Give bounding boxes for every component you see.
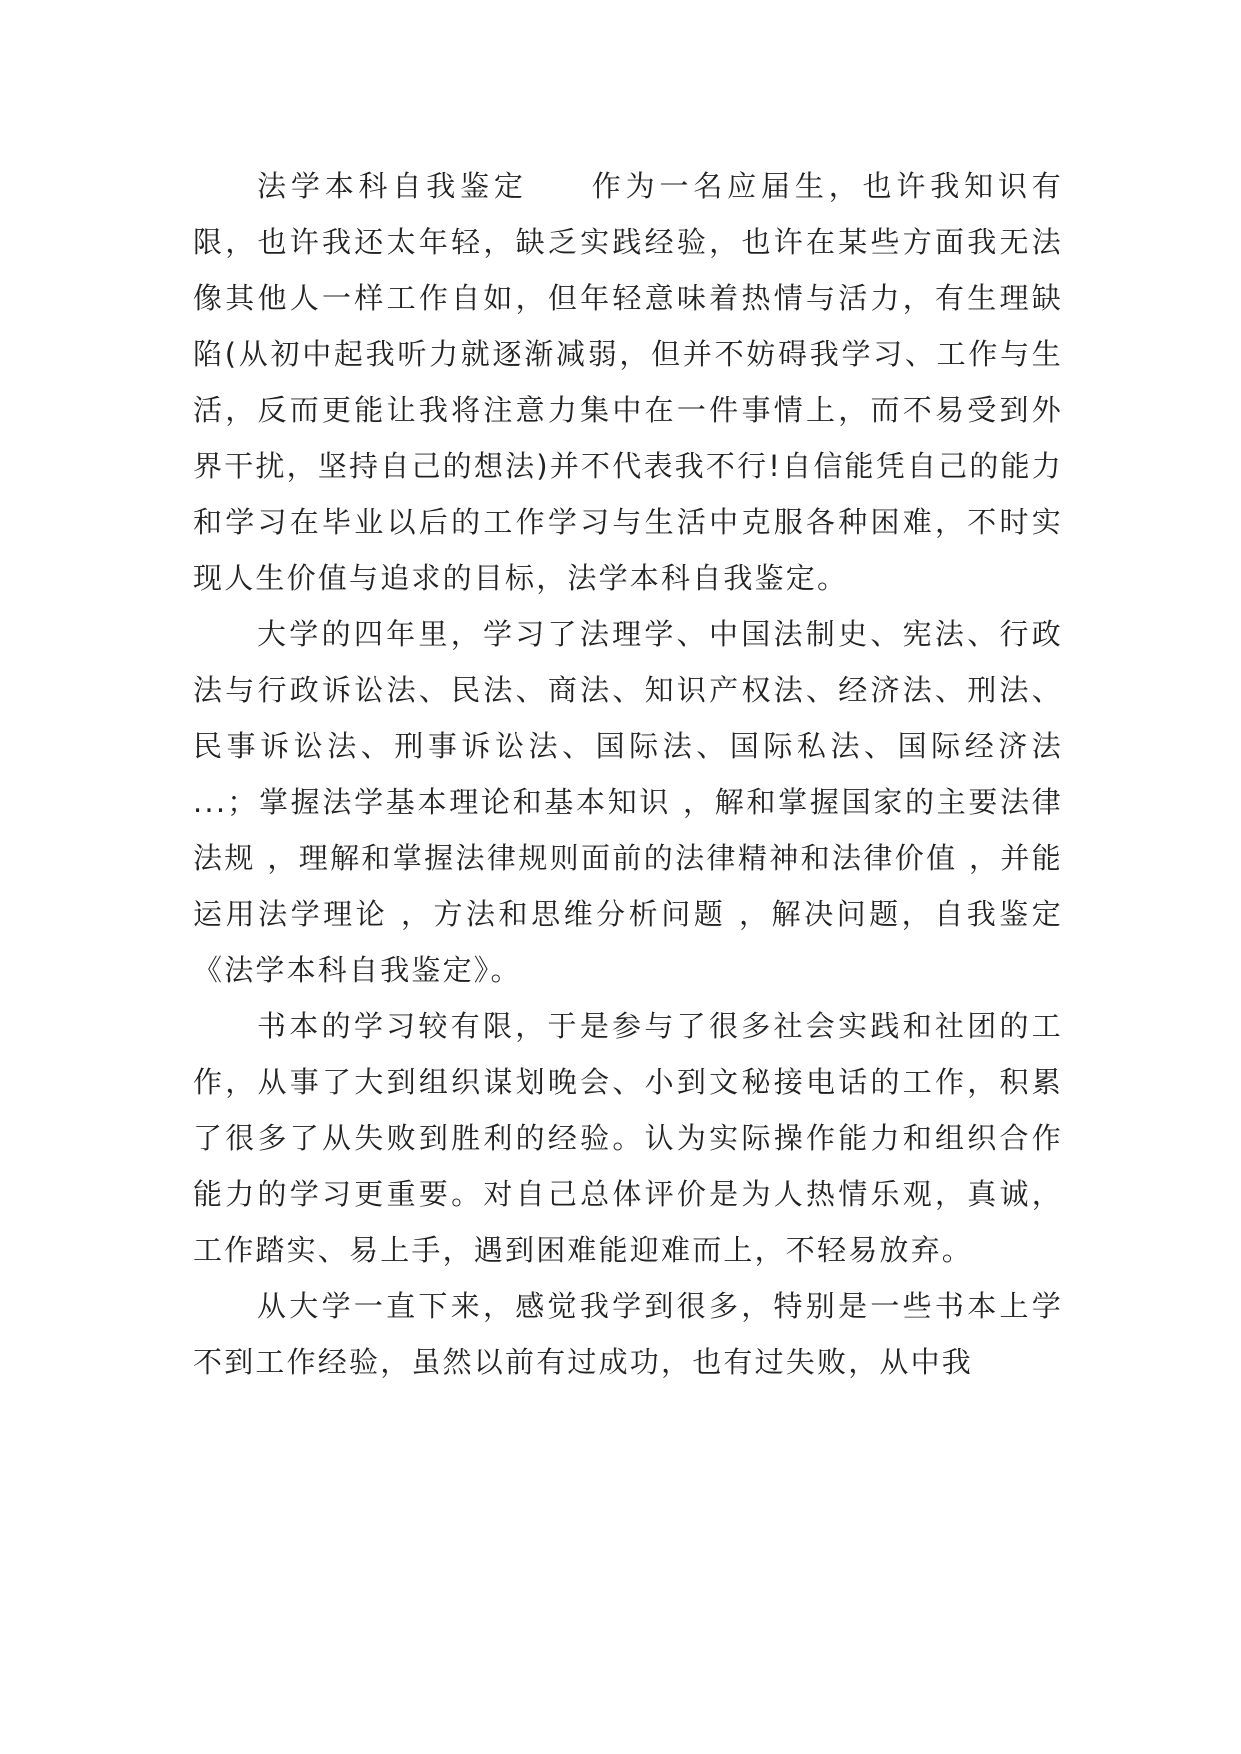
paragraph-1 bbox=[193, 158, 1063, 606]
document-body bbox=[193, 158, 1063, 1390]
paragraph-3 bbox=[193, 998, 1063, 1278]
paragraph-2 bbox=[193, 606, 1063, 998]
paragraph-3-text: 书本的学习较有限，于是参与了很多社会实践和社团的工作，从事了大到组织谋划晚会、小到文秘接电话的工作，积累了很多了从失败到胜利的经验。认为实际操作能力和组织合作能力的学习更重要。对自己总体评价是为人热情乐观，真诚，工作踏实、易上手，遇到困难能迎难而上，不轻易放弃。 bbox=[193, 1009, 1063, 1267]
paragraph-2-text: 大学的四年里，学习了法理学、中国法制史、宪法、行政法与行政诉讼法、民法、商法、知识产权法、经济法、刑法、民事诉讼法、刑事诉讼法、国际法、国际私法、国际经济法 ...；掌握法学基本理论和基本知识 ，解和掌握国家的主要法律法规 ，理解和掌握法律规则面前的法律精神和法律价值 ，并能运用法学理论 ，方法和思维分析问题 ，解决问题，自我鉴定《法学本科自我鉴定》。 bbox=[193, 617, 1063, 987]
paragraph-4 bbox=[193, 1278, 1063, 1390]
paragraph-1-text: 作为一名应届生，也许我知识有限，也许我还太年轻，缺乏实践经验，也许在某些方面我无法像其他人一样工作自如，但年轻意味着热情与活力，有生理缺陷(从初中起我听力就逐渐减弱，但并不妨碍我学习、工作与生活，反而更能让我将注意力集中在一件事情上，而不易受到外界干扰，坚持自己的想法)并不代表我不行!自信能凭自己的能力和学习在毕业以后的工作学习与生活中克服各种困难，不时实现人生价值与追求的目标，法学本科自我鉴定。 bbox=[193, 169, 1063, 595]
document-title: 法学本科自我鉴定 bbox=[257, 169, 528, 203]
paragraph-4-text: 从大学一直下来，感觉我学到很多，特别是一些书本上学不到工作经验，虽然以前有过成功，也有过失败，从中我 bbox=[193, 1289, 1063, 1379]
